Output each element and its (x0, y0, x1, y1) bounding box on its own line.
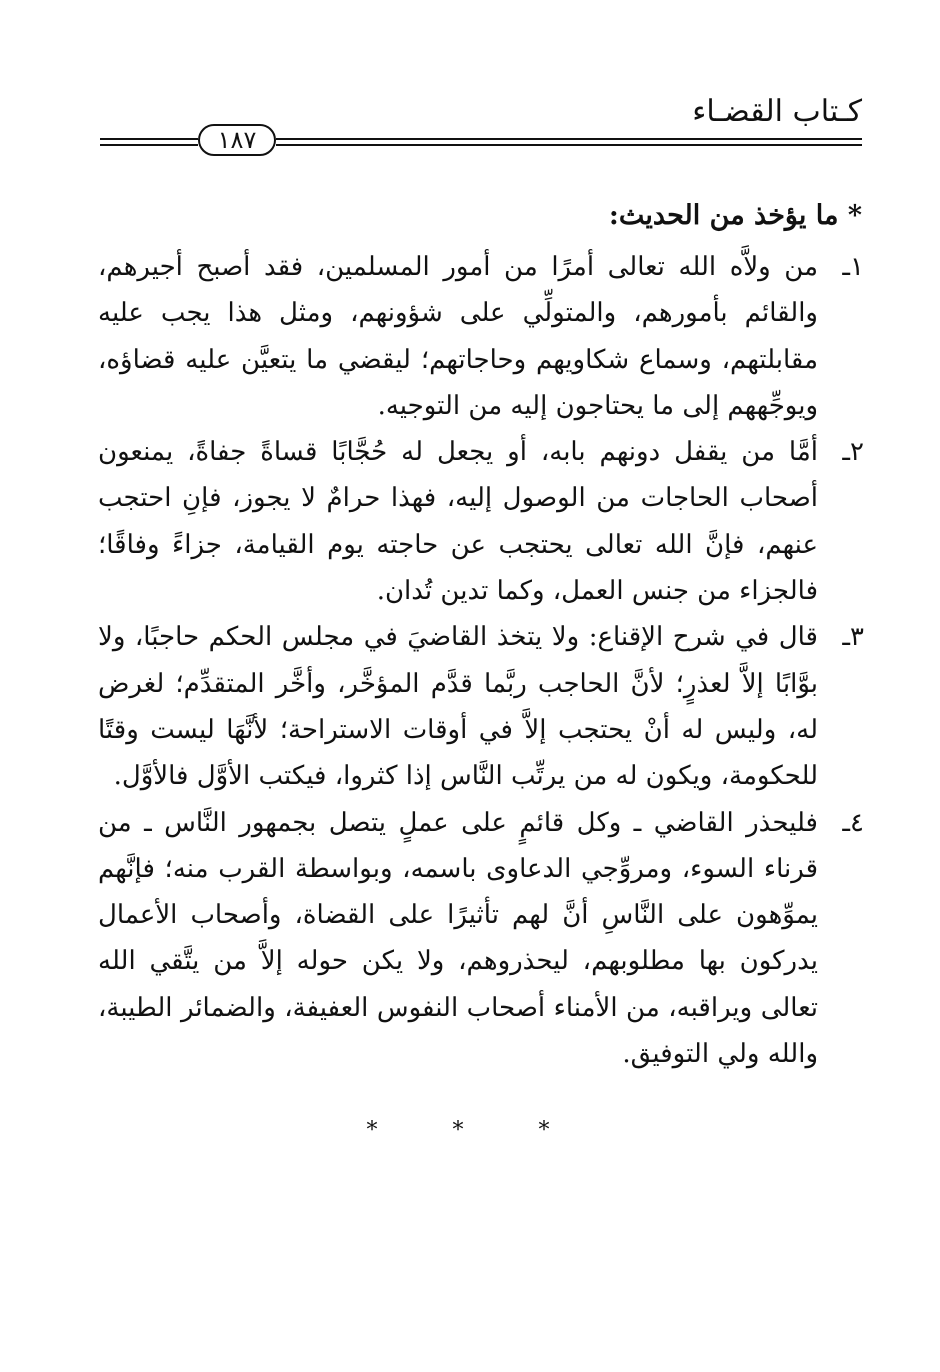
asterisk-ornament-icon: * (452, 1118, 488, 1143)
header-rule-left-bottom (100, 144, 198, 146)
asterisk-ornament-icon: * (538, 1118, 574, 1143)
list-item-number: ٤ـ (842, 807, 864, 838)
section-end-ornament (0, 1118, 940, 1143)
header-rule-right-bottom (276, 144, 862, 146)
numbered-list (98, 244, 864, 1077)
list-item-number: ١ـ (842, 252, 864, 282)
list-item (98, 800, 864, 1078)
list-item (98, 429, 864, 614)
list-item-number: ٢ـ (842, 437, 864, 468)
asterisk-ornament-icon: * (366, 1118, 402, 1143)
list-item-text: أمَّا من يقفل دونهم بابه، أو يجعل له حُجَّابًا قساةً جفاةً، يمنعون أصحاب الحاجات من الوصول إليه، فهذا حرامٌ لا يجوز، فإنِ احتجب عنهم، فإنَّ الله تعالى يحتجب عن حاجته يوم القيامة، جزاءً وفاقًا؛ فالجزاء من جنس العمل، وكما تدين تُدان. (98, 437, 818, 607)
list-item-text: فليحذر القاضي ـ وكل قائمٍ على عملٍ يتصل بجمهور النَّاس ـ من قرناء السوء، ومروِّجي الدعاوى باسمه، وبواسطة القرب منه؛ فإنَّهم يموِّهون على النَّاسِ أنَّ لهم تأثيرًا على القضاة، وأصحاب الأعمال يدركون بها مطلوبهم، ليحذروهم، ولا يكن حوله إلاَّ من يتَّقي الله تعالى ويراقبه، من الأمناء أصحاب النفوس العفيفة، والضمائر الطيبة، والله ولي التوفيق. (98, 807, 818, 1070)
list-item (98, 614, 864, 799)
section-heading: * ما يؤخذ من الحديث: (608, 200, 862, 231)
list-item-number: ٣ـ (842, 622, 864, 653)
header-rule-right-top (276, 138, 862, 140)
list-item-text: قال في شرح الإقناع: ولا يتخذ القاضيَ في مجلس الحكم حاجبًا، ولا بوَّابًا إلاَّ لعذرٍ؛ لأنَّ الحاجب ربَّما قدَّم المؤخَّر، وأخَّر المتقدِّم؛ لغرض له، وليس له أنْ يحتجب إلاَّ في أوقات الاستراحة؛ لأنَّهَا ليست وقتًا للحكومة، ويكون له من يرتِّب النَّاس إذا كثروا، فيكتب الأوَّل فالأوَّل. (98, 622, 818, 792)
list-item-text: من ولاَّه الله تعالى أمرًا من أمور المسلمين، فقد أصبح أجيرهم، والقائم بأمورهم، والمتولِّي على شؤونهم، ومثل هذا يجب عليه مقابلتهم، وسماع شكاويهم وحاجاتهم؛ ليقضي ما يتعيَّن عليه قضاؤه، ويوجِّههم إلى ما يحتاجون إليه من التوجيه. (98, 252, 818, 421)
list-item (98, 244, 864, 429)
page-header-title: كـتاب القضـاء (692, 94, 862, 129)
page-number: ١٨٧ (198, 124, 276, 156)
header-rule-left-top (100, 138, 198, 140)
